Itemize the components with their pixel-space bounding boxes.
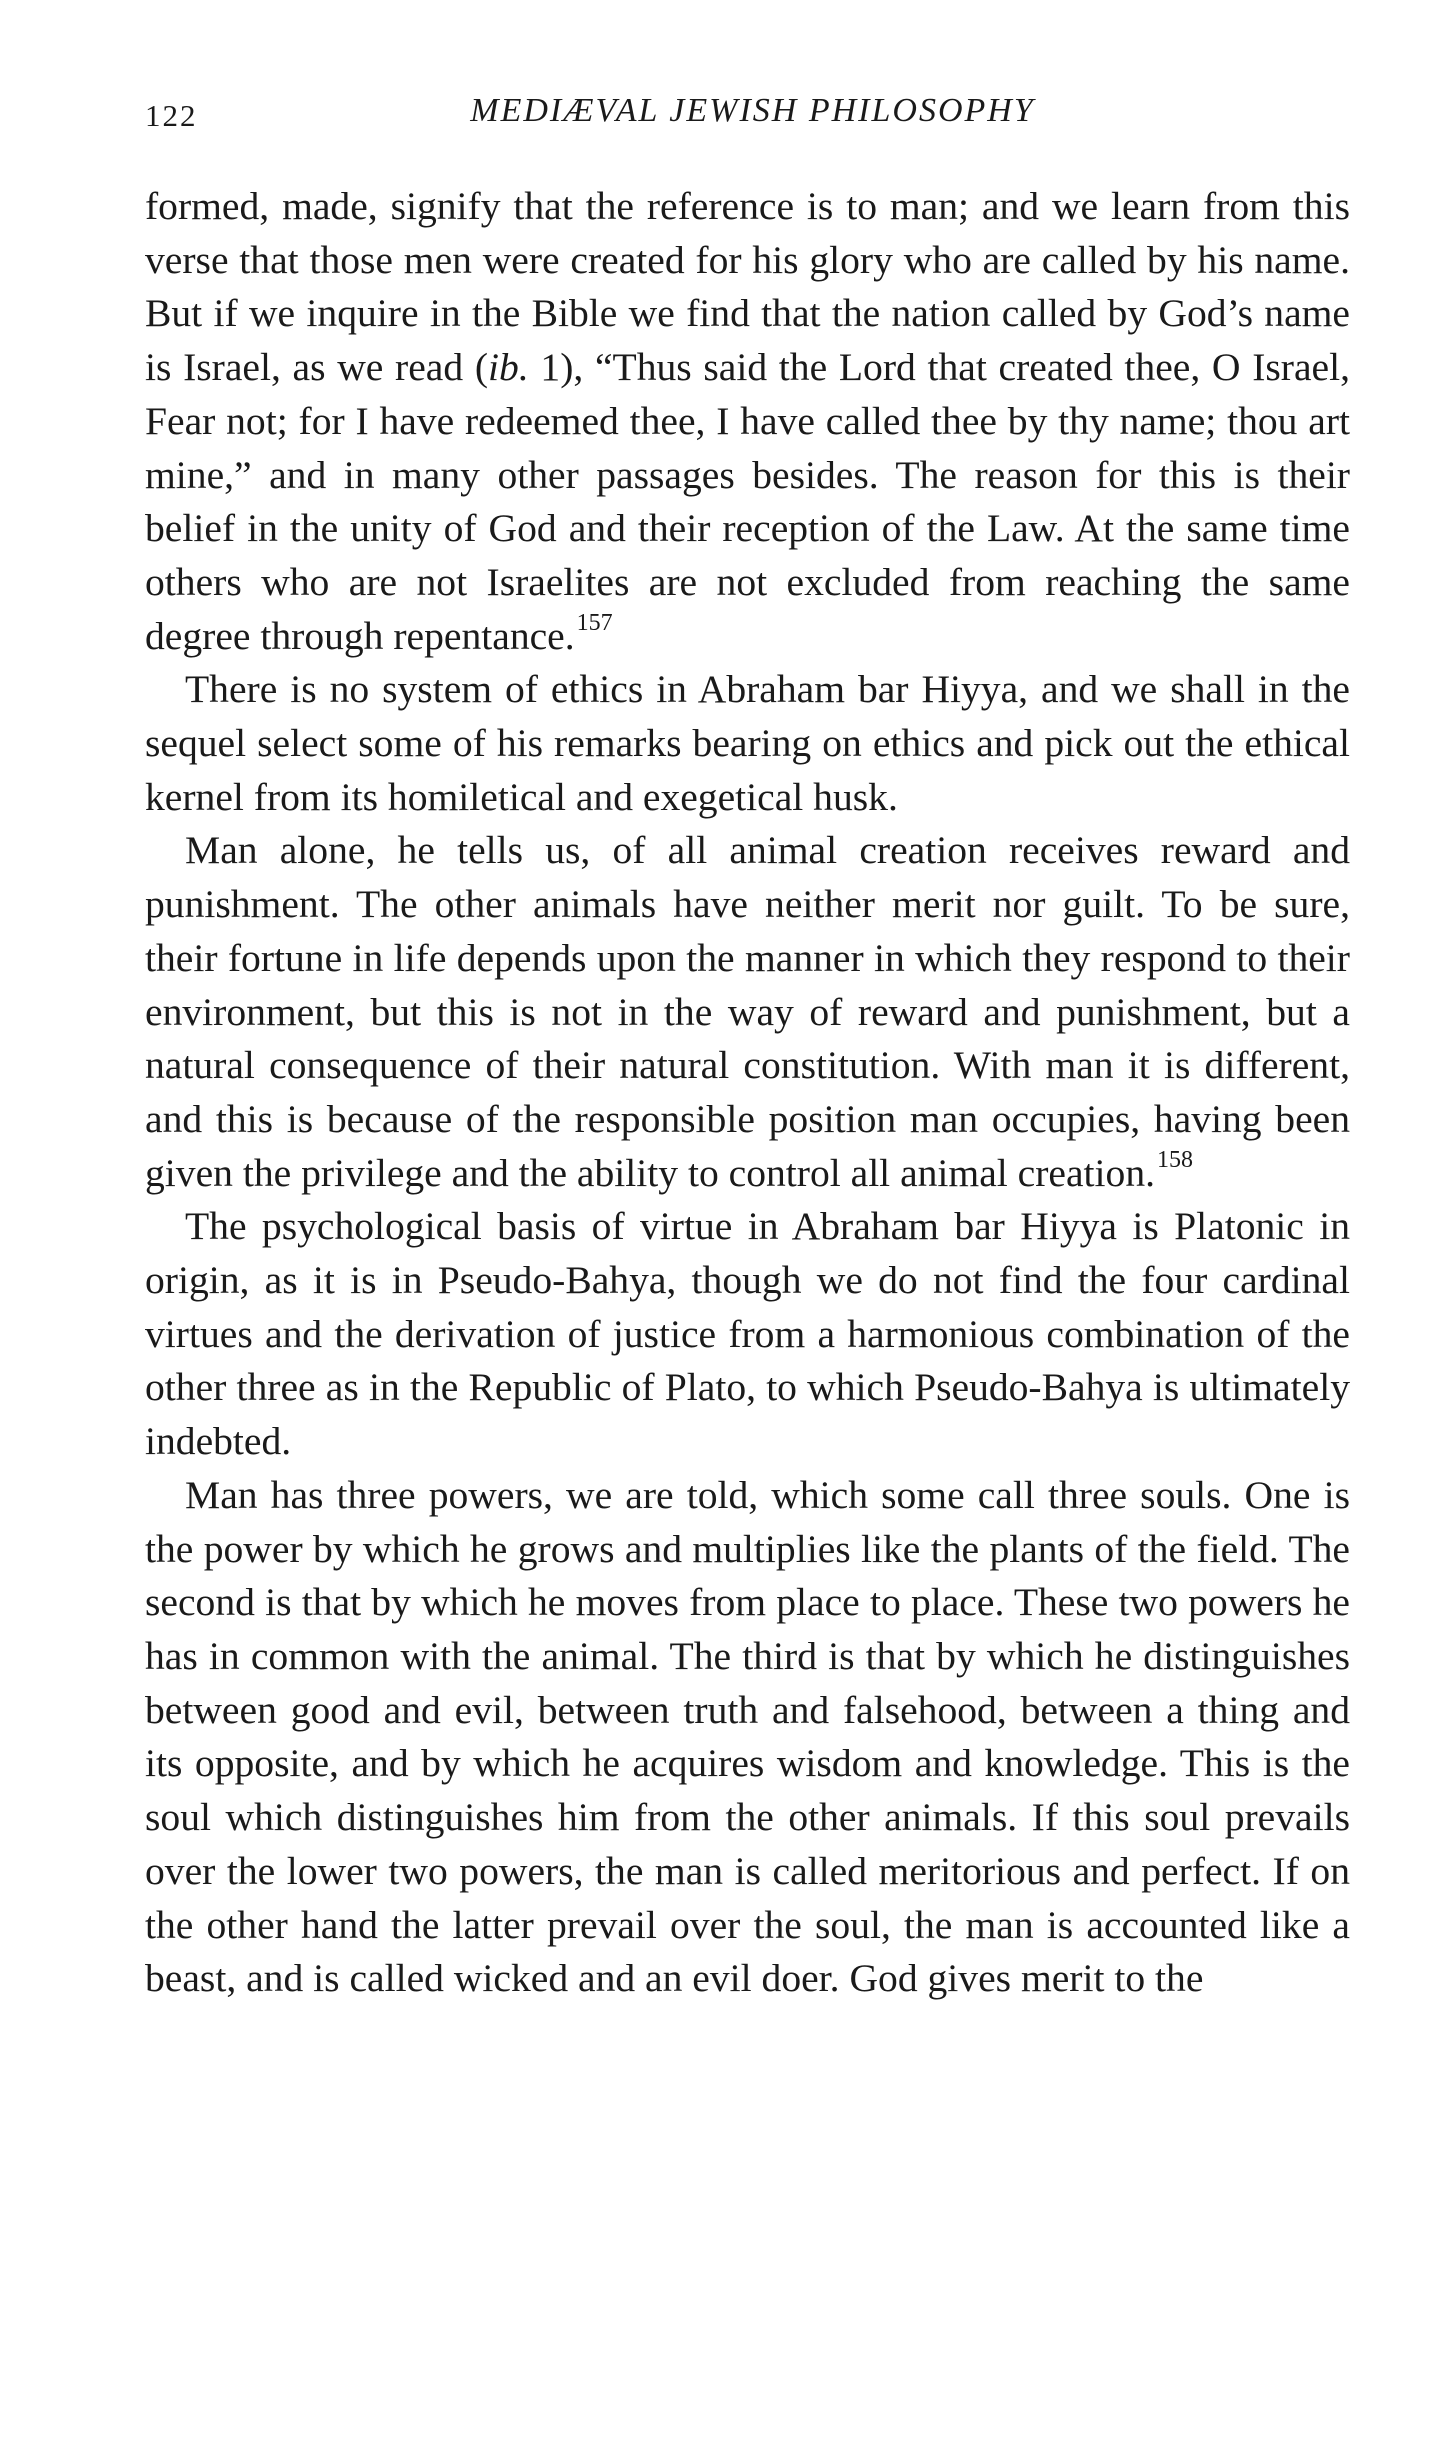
book-page <box>145 92 1350 2006</box>
paragraph-4-text: The psychological basis of virtue in Abraham bar Hiyya is Platonic in origin, as it is in Pseudo-Bahya, though we do not find the four cardinal virtues and the derivation of justice from a harmonious combination of the other three as in the Republic of Plato, to which Pseudo-Bahya is ultimately indebted. <box>145 1204 1350 1464</box>
body-text <box>145 180 1350 2006</box>
paragraph-1-text-start: formed, made, signify that the reference is to man; and we learn from this verse that those men were created for his glory who are called by his name. But if we inquire in the Bible we find that the nation called by God’s name is Israel, as we read ( <box>145 184 1350 390</box>
paragraph-2-text: There is no system of ethics in Abraham bar Hiyya, and we shall in the sequel select some of his remarks bearing on ethics and pick out the ethical kernel from its homiletical and exegetical husk. <box>145 667 1350 819</box>
footnote-marker-157: 157 <box>576 610 613 637</box>
paragraph-3-text: Man alone, he tells us, of all animal creation receives reward and punishment. The other animals have neither merit nor guilt. To be sure, their fortune in life depends upon the manner in which they respond to their environment, but this is not in the way of reward and punishment, but a natural consequence of their natural constitution. With man it is different, and this is because of the responsible position man occupies, having been given the privilege and the ability to control all animal creation. <box>145 828 1350 1195</box>
paragraph-3 <box>145 824 1350 1200</box>
paragraph-1 <box>145 180 1350 663</box>
footnote-marker-158: 158 <box>1157 1147 1194 1174</box>
paragraph-4 <box>145 1200 1350 1469</box>
page-number: 122 <box>145 98 198 133</box>
running-title: MEDIÆVAL JEWISH PHILOSOPHY <box>470 92 1035 129</box>
paragraph-1-italic-reference: ib. <box>488 345 529 390</box>
paragraph-5 <box>145 1469 1350 2006</box>
running-head <box>145 92 1350 148</box>
paragraph-2 <box>145 663 1350 824</box>
paragraph-5-text: Man has three powers, we are told, which some call three souls. One is the power by which he grows and multiplies like the plants of the field. The second is that by which he moves from place to place. These two powers he has in common with the animal. The third is that by which he distinguishes between good and evil, between truth and falsehood, between a thing and its opposite, and by which he acquires wisdom and knowledge. This is the soul which distinguishes him from the other animals. If this soul prevails over the lower two powers, the man is called meritorious and perfect. If on the other hand the latter prevail over the soul, the man is accounted like a beast, and is called wicked and an evil doer. God gives merit to the <box>145 1472 1350 2001</box>
paragraph-1-text-end: 1), “Thus said the Lord that created thee, O Israel, Fear not; for I have redeemed thee, I have called thee by thy name; thou art mine,” and in many other passages besides. The reason for this is their belief in the unity of God and their reception of the Law. At the same time others who are not Israelites are not excluded from reaching the same degree through repentance. <box>145 345 1350 658</box>
